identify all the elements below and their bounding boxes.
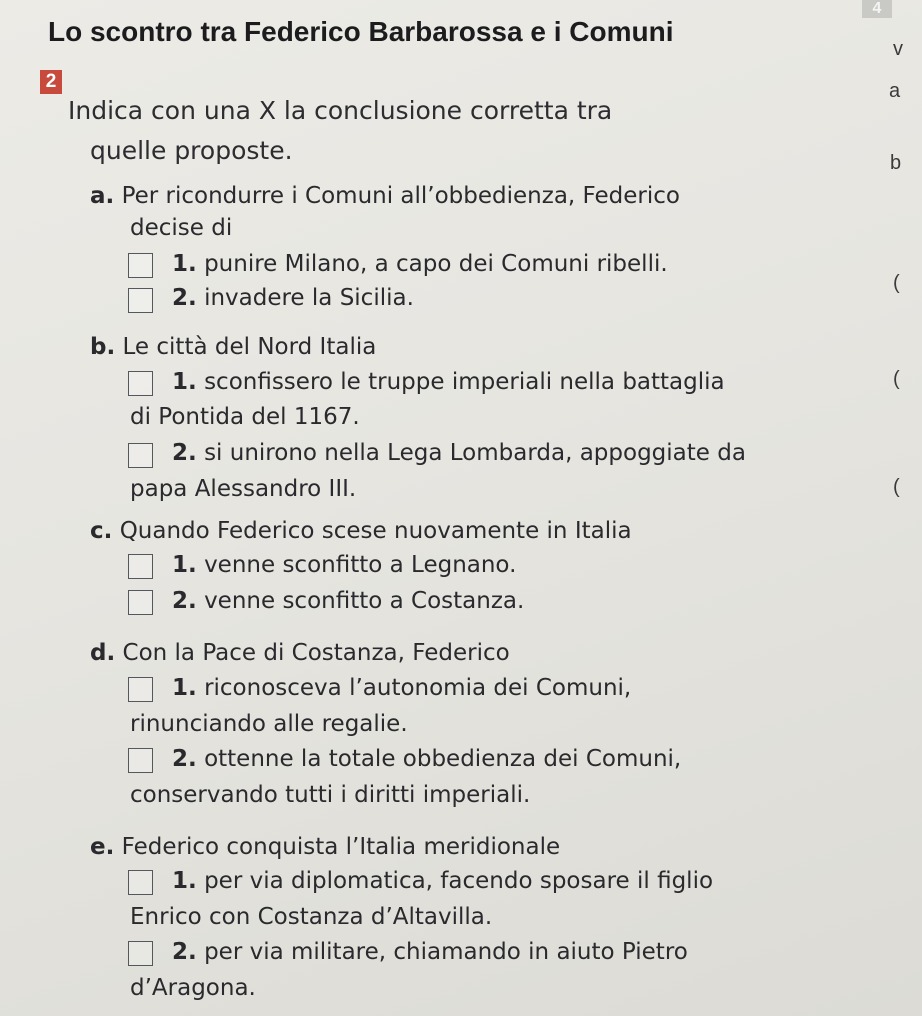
page-title: Lo scontro tra Federico Barbarossa e i Comuni: [48, 16, 674, 47]
question-a-stem: [90, 183, 680, 209]
option-checkbox[interactable]: [128, 371, 153, 396]
question-stem-continuation: decise di: [130, 215, 233, 241]
option-c1: 1. venne sconfitto a Legnano.: [172, 552, 517, 578]
question-b-stem: [90, 334, 376, 360]
option-c2: 2. venne sconfitto a Costanza.: [172, 588, 525, 614]
instruction-line: Indica con una X la conclusione corretta tra: [68, 96, 613, 125]
margin-letter: a: [889, 80, 901, 102]
margin-letter: (: [893, 368, 900, 390]
question-letter: b.: [90, 334, 116, 360]
question-stem-text: Con la Pace di Costanza, Federico: [122, 640, 510, 666]
margin-letter: (: [893, 476, 900, 498]
option-a1: 1. punire Milano, a capo dei Comuni ribelli.: [172, 251, 668, 277]
option-continuation: di Pontida del 1167.: [130, 404, 360, 430]
option-b2: 2. si unirono nella Lega Lombarda, appoggiate da: [172, 440, 746, 466]
question-stem-text: Per ricondurre i Comuni all’obbedienza, Federico: [121, 183, 680, 209]
option-checkbox[interactable]: [128, 748, 153, 773]
question-stem-text: Quando Federico scese nuovamente in Italia: [119, 518, 632, 544]
question-e-stem: [90, 834, 560, 860]
page-number: 4: [862, 0, 892, 18]
option-checkbox[interactable]: [128, 443, 153, 468]
option-continuation: conservando tutti i diritti imperiali.: [130, 782, 531, 808]
option-checkbox[interactable]: [128, 590, 153, 615]
option-continuation: d’Aragona.: [130, 975, 256, 1001]
option-continuation: papa Alessandro III.: [130, 476, 357, 502]
option-b1: 1. sconfissero le truppe imperiali nella battaglia: [172, 369, 725, 395]
option-d1: 1. riconosceva l’autonomia dei Comuni,: [172, 675, 632, 701]
margin-letter: b: [890, 152, 902, 174]
option-continuation: rinunciando alle regalie.: [130, 711, 408, 737]
option-checkbox[interactable]: [128, 941, 153, 966]
option-continuation: Enrico con Costanza d’Altavilla.: [130, 904, 493, 930]
option-e2: 2. per via militare, chiamando in aiuto Pietro: [172, 939, 688, 965]
margin-letter: v: [893, 38, 903, 60]
exercise-number-badge: 2: [40, 70, 62, 94]
question-d-stem: [90, 640, 510, 666]
option-d2: 2. ottenne la totale obbedienza dei Comuni,: [172, 746, 682, 772]
instruction-line: quelle proposte.: [90, 136, 293, 165]
question-stem-text: Le città del Nord Italia: [122, 334, 377, 360]
option-checkbox[interactable]: [128, 288, 153, 313]
option-checkbox[interactable]: [128, 253, 153, 278]
question-letter: c.: [90, 518, 113, 544]
question-letter: e.: [90, 834, 115, 860]
question-stem-text: Federico conquista l’Italia meridionale: [121, 834, 561, 860]
option-a2: 2. invadere la Sicilia.: [172, 285, 414, 311]
option-e1: 1. per via diplomatica, facendo sposare il figlio: [172, 868, 714, 894]
option-checkbox[interactable]: [128, 870, 153, 895]
question-c-stem: [90, 518, 632, 544]
option-checkbox[interactable]: [128, 677, 153, 702]
margin-letter: (: [893, 272, 900, 294]
question-letter: a.: [90, 183, 115, 209]
question-letter: d.: [90, 640, 116, 666]
option-checkbox[interactable]: [128, 554, 153, 579]
